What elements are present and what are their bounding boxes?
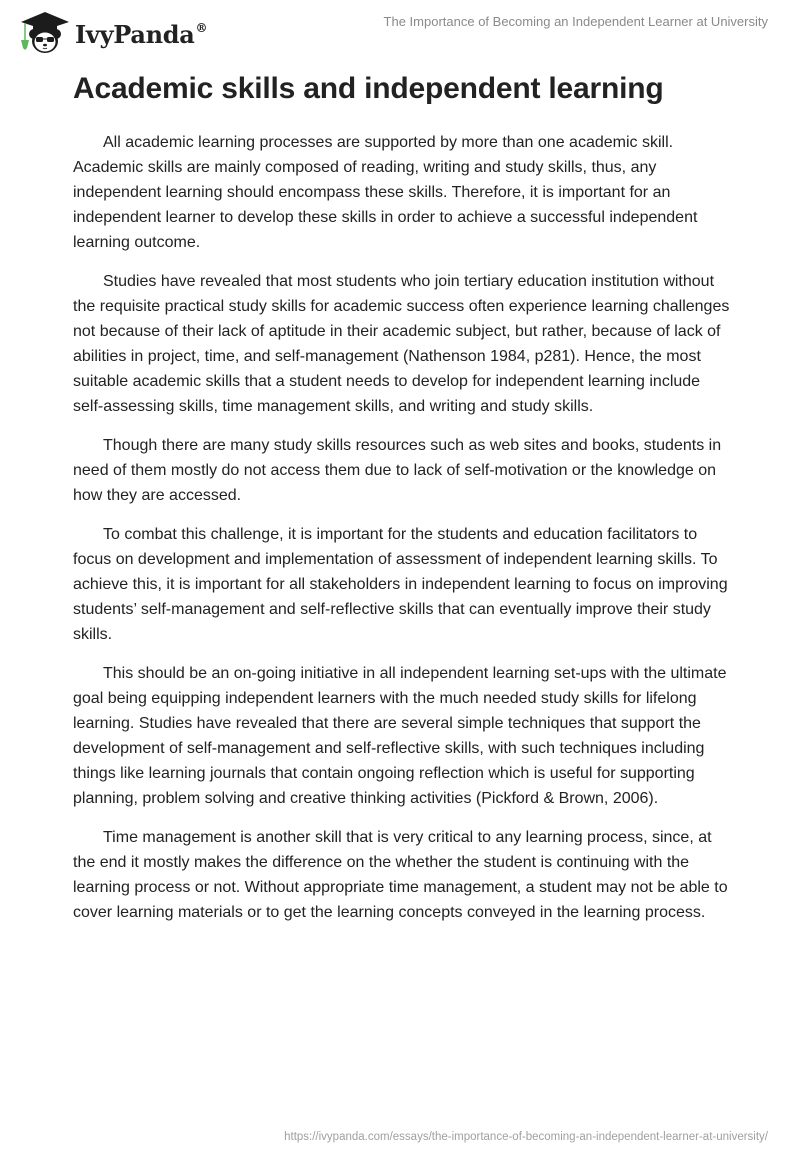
page-header — [0, 0, 800, 60]
registered-mark: ® — [195, 20, 208, 35]
section-heading: Academic skills and independent learning — [73, 72, 664, 105]
paragraph-1: All academic learning processes are supported by more than one academic skill. Academic skills are mainly composed of reading, writing and study skills, thus, any independent learning should encompass these skills. Therefore, it is important for an independent learner to develop these skills in order to achieve a successful independent learning outcome. — [73, 134, 698, 251]
panda-graduate-icon — [15, 8, 71, 56]
source-url[interactable]: https://ivypanda.com/essays/the-importance-of-becoming-an-independent-learner-at-university/ — [284, 1131, 768, 1143]
document-title: The Importance of Becoming an Independent Learner at University — [383, 14, 768, 29]
paragraph-2: Studies have revealed that most students who join tertiary education institution without the requisite practical study skills for academic success often experience learning challenges not because of their lack of aptitude in their academic subject, but rather, because of lack of abilities in project, time, and self-management (Nathenson 1984, p281). Hence, the most suitable academic skills that a student needs to develop for independent learning include self-assessing skills, time management skills, and writing and study skills. — [73, 273, 730, 415]
logo-text: IvyPanda® — [75, 19, 208, 49]
paragraph-6: Time management is another skill that is very critical to any learning process, since, at the end it mostly makes the difference on the whether the student is continuing with the learning process or not. Without appropriate time management, a student may not be able to cover learning materials or to get the learning concepts conveyed in the learning process. — [73, 829, 728, 921]
paragraph-3: Though there are many study skills resources such as web sites and books, students in need of them mostly do not access them due to lack of self-motivation or the knowledge on how they are accessed. — [73, 437, 722, 504]
paragraph-5: This should be an on-going initiative in all independent learning set-ups with the ultimate goal being equipping independent learners with the much needed study skills for lifelong learning. Studies have revealed that there are several simple techniques that support the development of self-management and self-reflective skills, with such techniques including things like learning journals that contain ongoing reflection which is useful for supporting planning, problem solving and creative thinking activities (Pickford & Brown, 2006). — [73, 665, 727, 807]
article-body — [73, 130, 733, 939]
paragraph-4: To combat this challenge, it is important for the students and education facilitators to focus on development and implementation of assessment of independent learning skills. To achieve this, it is important for all stakeholders in independent learning to focus on improving students’ self-management and self-reflective skills that can eventually improve their study skills. — [73, 526, 728, 643]
ivypanda-logo[interactable] — [15, 8, 207, 56]
